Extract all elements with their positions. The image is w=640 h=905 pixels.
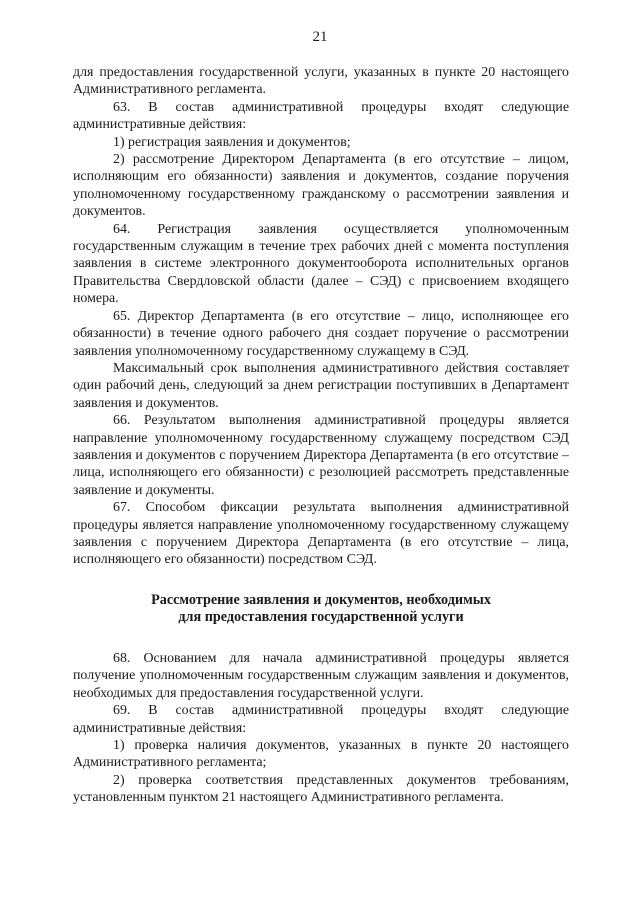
document-body bbox=[73, 64, 569, 807]
paragraph: 69. В состав административной процедуры входят следующие административные действия: bbox=[73, 703, 569, 736]
paragraph: 1) регистрация заявления и документов; bbox=[113, 134, 351, 150]
paragraph: 2) проверка соответствия представленных документов требованиям, установленным пунктом 21 настоящего Административного регламента. bbox=[73, 772, 569, 806]
section-heading-line-1: Рассмотрение заявления и документов, необходимых bbox=[151, 591, 491, 608]
section-heading bbox=[73, 592, 569, 627]
paragraph: 2) рассмотрение Директором Департамента (в его отсутствие – лицом, исполняющим его обязанности) заявления и документов, создание поручения уполномоченному государственному гражданскому о рассмотрении заявления и документов. bbox=[73, 152, 569, 220]
paragraph: 65. Директор Департамента (в его отсутствие – лицо, исполняющее его обязанности) в течение одного рабочего дня создает поручение о рассмотрении заявления уполномоченному государственному служащему в СЭД. bbox=[73, 308, 569, 359]
paragraph: 67. Способом фиксации результата выполнения административной процедуры является направление уполномоченному государственному служащему заявления с поручением Директора Департамента (в его отсутствие – лица, исполняющего его обязанности) посредством СЭД. bbox=[73, 500, 569, 568]
paragraph: 1) проверка наличия документов, указанных в пункте 20 настоящего Административного регламента; bbox=[73, 738, 569, 771]
paragraphs-after-heading bbox=[73, 650, 569, 807]
paragraph: 68. Основанием для начала административной процедуры является получение уполномоченным государственным служащим заявления и документов, необходимых для предоставления государственной услуги. bbox=[73, 650, 569, 701]
paragraph: 66. Результатом выполнения административной процедуры является направление уполномоченному государственному служащему посредством СЭД заявления и документов с поручением Директора Департамента (в его отсутствие – лица, исполняющего его обязанности) с резолюцией рассмотреть представленные заявление и документы. bbox=[73, 413, 569, 498]
page-number: 21 bbox=[312, 29, 328, 45]
paragraphs-before-heading bbox=[73, 64, 569, 569]
paragraph: 64. Регистрация заявления осуществляется уполномоченным государственным служащим в течение трех рабочих дней с момента поступления заявления в системе электронного документооборота исполнительных органов Правительства Свердловской области (далее – СЭД) с присвоением входящего номера. bbox=[73, 221, 569, 307]
paragraph: для предоставления государственной услуги, указанных в пункте 20 настоящего Административного регламента. bbox=[73, 65, 569, 98]
section-heading-line-2: для предоставления государственной услуги bbox=[178, 609, 464, 626]
paragraph: Максимальный срок выполнения административного действия составляет один рабочий день, следующий за днем регистрации поступивших в Департамент заявления и документов. bbox=[73, 360, 569, 411]
paragraph: 63. В состав административной процедуры входят следующие административные действия: bbox=[73, 99, 569, 133]
